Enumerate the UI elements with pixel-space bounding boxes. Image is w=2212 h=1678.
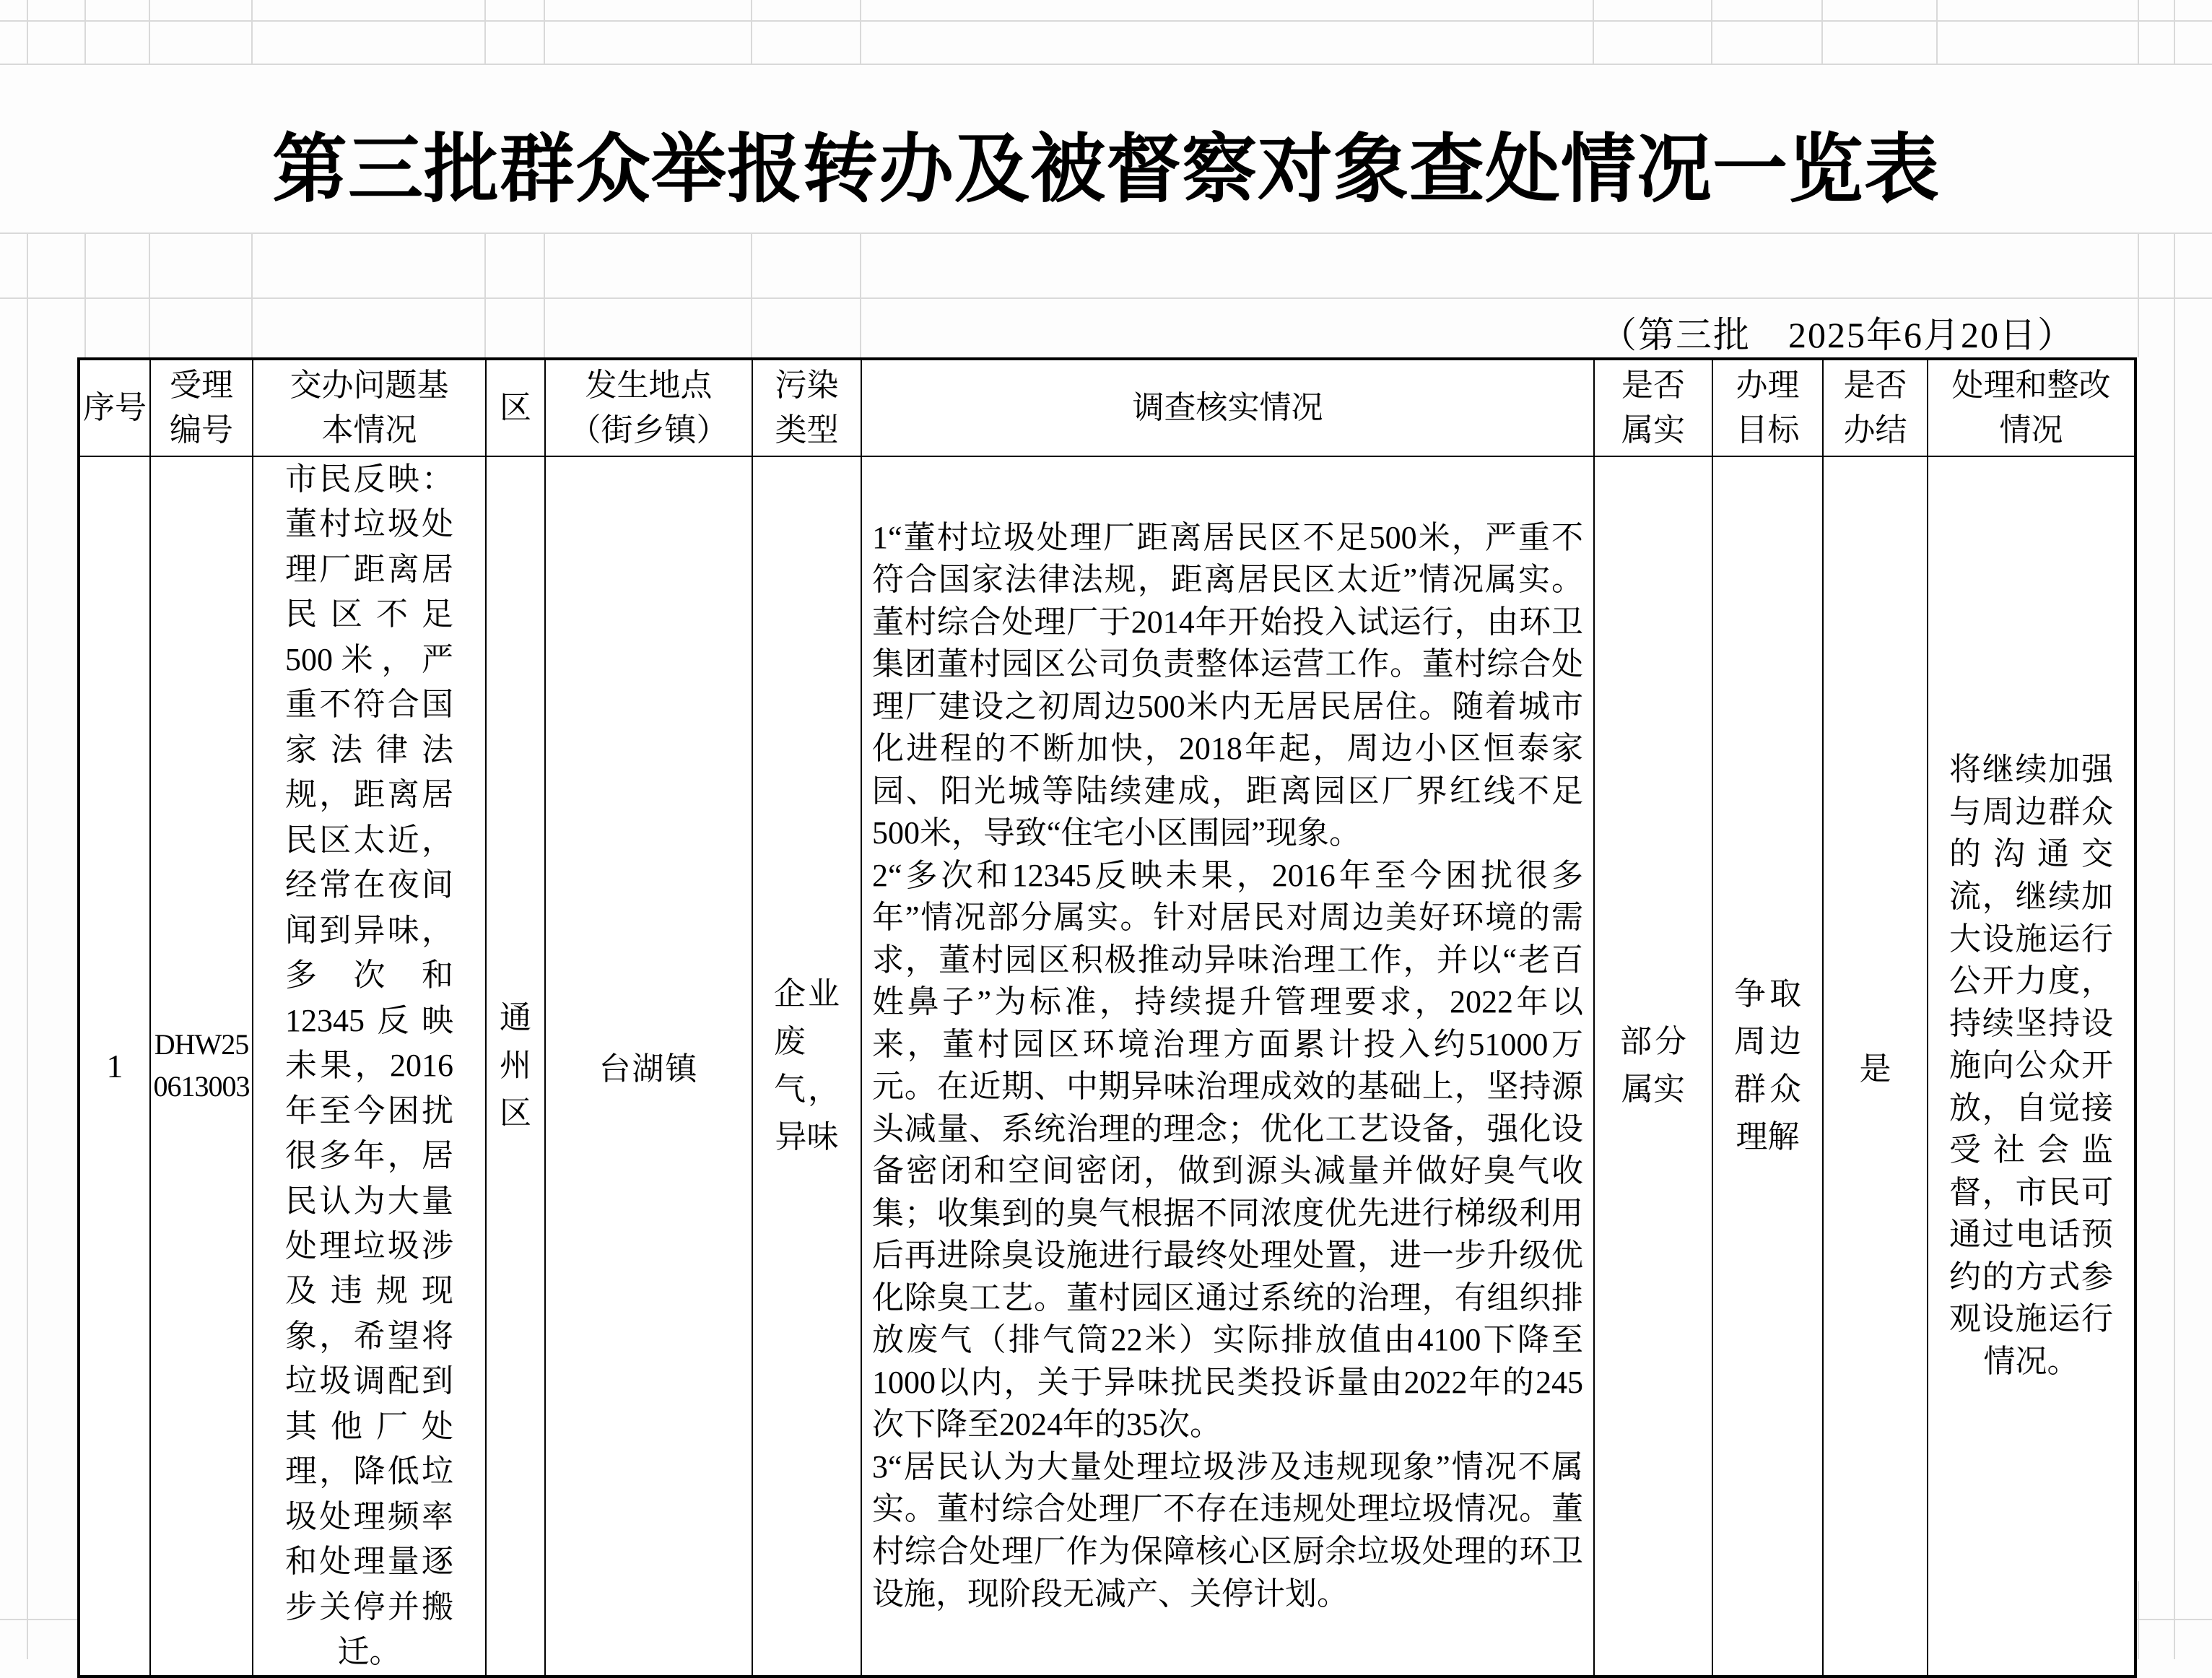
gridline-vertical (149, 0, 150, 64)
gridline-vertical (27, 357, 28, 1581)
gridline-vertical (2174, 357, 2175, 1581)
header-location: 发生地点（街乡镇） (545, 359, 752, 456)
header-district: 区 (486, 359, 545, 456)
header-verified: 是否属实 (1594, 359, 1712, 456)
header-rectification: 处理和整改情况 (1928, 359, 2135, 456)
closed-cell: 是 (1823, 456, 1928, 1677)
problem-cell: 市民反映：董村垃圾处理厂距离居民区不足500米，严重不符合国家法律法规，距离居民区太近，经常在夜间闻到异味，多次和12345反映未果，2016年至今困扰很多年，居民认为大量处理垃圾涉及违规现象，希望将垃圾调配到其他厂处理，降低垃圾处理频率和处理量逐步关停并搬迁。 (253, 456, 486, 1677)
gridline-horizontal (0, 20, 2212, 22)
gridline-vertical (2138, 0, 2139, 64)
header-problem: 交办问题基本情况 (253, 359, 486, 456)
gridline-horizontal (0, 232, 2212, 234)
header-row (79, 359, 2135, 456)
case-no-cell: DHW250613003 (150, 456, 253, 1677)
verification-cell (861, 456, 1594, 1677)
gridline-vertical (84, 0, 86, 64)
gridline-vertical (2138, 232, 2139, 357)
pollution-type-cell: 企业废气，异味 (752, 456, 861, 1677)
report-table (77, 357, 2137, 1678)
goal-cell: 争取周边群众理解 (1712, 456, 1823, 1677)
verification-paragraph-1: 1“董村垃圾处理厂距离居民区不足500米，严重不符合国家法律法规，距离居民区太近”情况属实。董村综合处理厂于2014年开始投入试运行，由环卫集团董村园区公司负责整体运营工作。董村综合处理厂建设之初周边500米内无居民居住。随着城市化进程的不断加快，2018年起，周边小区恒泰家园、阳光城等陆续建成，距离园区厂界红线不足500米，导致“住宅小区围园”现象。 (872, 519, 1583, 851)
gridline-vertical (751, 0, 752, 64)
gridline-vertical (149, 232, 150, 357)
header-closed: 是否办结 (1823, 359, 1928, 456)
gridline-vertical (1821, 0, 1823, 64)
gridline-vertical (860, 0, 861, 64)
gridline-vertical (84, 232, 86, 357)
date-note: （第三批 2025年6月20日） (1601, 315, 2075, 355)
gridline-vertical (2174, 0, 2175, 64)
table-row (79, 456, 2135, 1677)
gridline-vertical (544, 0, 545, 64)
gridline-vertical (251, 232, 253, 357)
rectification-cell: 将继续加强与周边群众的沟通交流，继续加大设施运行公开力度，持续坚持设施向公众开放，自觉接受社会监督，市民可通过电话预约的方式参观设施运行情况。 (1928, 456, 2135, 1677)
seq-cell: 1 (79, 456, 150, 1677)
gridline-vertical (27, 0, 28, 64)
gridline-vertical (860, 232, 861, 357)
gridline-vertical (2138, 1581, 2139, 1659)
gridline-horizontal (0, 297, 2212, 299)
gridline-vertical (2174, 1581, 2175, 1659)
verification-paragraph-2: 2“多次和12345反映未果，2016年至今困扰很多年”情况部分属实。针对居民对周边美好环境的需求，董村园区积极推动异味治理工作，并以“老百姓鼻子”为标准，持续提升管理要求，2022年以来，董村园区环境治理方面累计投入约51000万元。在近期、中期异味治理成效的基础上，坚持源头减量、系统治理的理念；优化工艺设备，强化设备密闭和空间密闭，做到源头减量并做好臭气收集；收集到的臭气根据不同浓度优先进行梯级利用后再进除臭设施进行最终处理处置，进一步升级优化除臭工艺。董村园区通过系统的治理，有组织排放废气（排气筒22米）实际排放值由4100下降至1000以内，关于异味扰民类投诉量由2022年的245次下降至2024年的35次。 (872, 857, 1583, 1443)
gridline-vertical (1593, 0, 1594, 64)
verification-paragraph-3: 3“居民认为大量处理垃圾涉及违规现象”情况不属实。董村综合处理厂不存在违规处理垃圾情况。董村综合处理厂作为保障核心区厨余垃圾处理的环卫设施，现阶段无减产、关停计划。 (872, 1448, 1583, 1612)
header-seq: 序号 (79, 359, 150, 456)
location-cell: 台湖镇 (545, 456, 752, 1677)
header-goal: 办理目标 (1712, 359, 1823, 456)
gridline-vertical (484, 0, 486, 64)
gridline-vertical (751, 232, 752, 357)
header-pollution-type: 污染类型 (752, 359, 861, 456)
gridline-vertical (27, 232, 28, 357)
district-cell: 通州区 (486, 456, 545, 1677)
gridline-vertical (484, 232, 486, 357)
gridline-vertical (1936, 0, 1938, 64)
page-title: 第三批群众举报转办及被督察对象查处情况一览表 (271, 129, 1940, 212)
gridline-vertical (251, 0, 253, 64)
gridline-vertical (1711, 0, 1712, 64)
header-verification: 调查核实情况 (861, 359, 1594, 456)
verified-cell: 部分属实 (1594, 456, 1712, 1677)
gridline-vertical (544, 232, 545, 357)
gridline-vertical (2174, 232, 2175, 357)
header-case-no: 受理编号 (150, 359, 253, 456)
gridline-vertical (27, 1581, 28, 1659)
gridline-horizontal (0, 64, 2212, 65)
